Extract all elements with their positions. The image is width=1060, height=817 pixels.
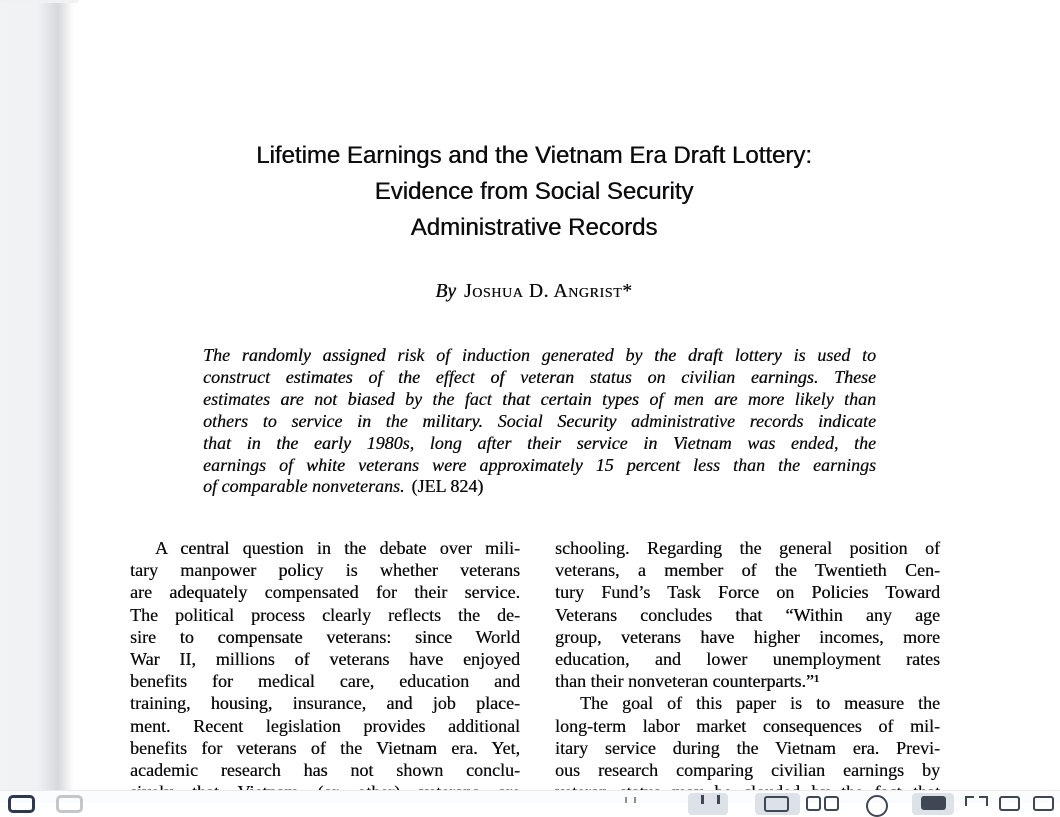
left-column bbox=[130, 537, 520, 803]
fullscreen-icon[interactable] bbox=[979, 796, 988, 806]
share-icon[interactable] bbox=[1033, 796, 1054, 811]
jel-code: (JEL 824) bbox=[411, 476, 484, 497]
text-line: are adequately compensated for their service. bbox=[130, 582, 520, 603]
text-line: The randomly assigned risk of induction generated by the draft lottery is used to bbox=[203, 345, 876, 365]
text-line: itary service during the Vietnam era. Previ- bbox=[555, 737, 940, 758]
two-page-icon[interactable] bbox=[806, 796, 821, 811]
abstract-last-line bbox=[203, 476, 876, 498]
bottom-toolbar bbox=[0, 790, 1060, 803]
text-line: A central question in the debate over mili- bbox=[155, 538, 520, 558]
title-line-2: Evidence from Social Security bbox=[374, 178, 694, 205]
text-line: Veterans concludes that “Within any age bbox=[555, 604, 940, 625]
sidebar-toggle-icon[interactable] bbox=[8, 795, 35, 813]
text-line: education, and lower unemployment rates bbox=[555, 649, 940, 670]
text-line: The goal of this paper is to measure the bbox=[580, 693, 940, 714]
text-line: group, veterans have higher incomes, more bbox=[555, 626, 940, 647]
fullscreen-icon[interactable] bbox=[965, 796, 974, 806]
author-byline bbox=[128, 280, 940, 304]
text-line: schooling. Regarding the general position of bbox=[555, 538, 940, 558]
text-line: benefits for medical care, education and bbox=[130, 671, 520, 692]
text-line: long-term labor market consequences of mil- bbox=[555, 715, 940, 736]
fit-width-button[interactable] bbox=[688, 793, 728, 815]
right-column bbox=[555, 537, 940, 803]
paper-page bbox=[78, 0, 1060, 790]
text-line: construct estimates of the effect of veteran status on civilian earnings. These bbox=[203, 366, 876, 387]
text-line: The political process clearly reflects the de- bbox=[130, 604, 520, 625]
abstract bbox=[203, 345, 876, 498]
text-line: benefits for veterans of the Vietnam era. Yet, bbox=[130, 737, 520, 758]
zoom-out-icon[interactable] bbox=[625, 797, 627, 803]
text-line: ment. Recent legislation provides additional bbox=[130, 715, 520, 736]
fit-width-icon bbox=[701, 795, 704, 804]
title-line-3: Administrative Records bbox=[410, 214, 658, 241]
abstract-last-text: of comparable nonveterans. bbox=[203, 476, 405, 497]
text-line: tury Fund’s Task Force on Policies Toward bbox=[555, 582, 940, 603]
fit-width-icon bbox=[717, 795, 720, 804]
text-line: veterans, a member of the Twentieth Cen- bbox=[555, 560, 940, 581]
text-line: tary manpower policy is whether veterans bbox=[130, 560, 520, 581]
byline-prefix: By bbox=[435, 281, 456, 302]
text-line: ous research comparing civilian earnings by bbox=[555, 760, 940, 781]
author-name: Joshua D. Angrist* bbox=[463, 281, 633, 302]
text-line: others to service in the military. Social Security administrative records indicate bbox=[203, 410, 876, 431]
document-icon[interactable] bbox=[999, 796, 1020, 811]
panel-toggle-icon[interactable] bbox=[56, 795, 83, 813]
sidebar-gutter-shadow bbox=[0, 0, 78, 803]
text-line: War II, millions of veterans have enjoyed bbox=[130, 649, 520, 670]
title-line-1: Lifetime Earnings and the Vietnam Era Draft Lottery: bbox=[256, 142, 812, 169]
search-icon[interactable] bbox=[866, 795, 888, 817]
paper-title bbox=[128, 138, 940, 246]
text-line: earnings of white veterans were approximately 15 percent less than the earnings bbox=[203, 454, 876, 475]
abstract-lines bbox=[203, 345, 876, 476]
zoom-in-icon[interactable] bbox=[634, 797, 636, 803]
text-line: that in the early 1980s, long after their service in Vietnam was ended, the bbox=[203, 432, 876, 453]
text-line: academic research has not shown conclu- bbox=[130, 760, 520, 781]
single-page-icon bbox=[764, 796, 789, 812]
reading-mode-icon bbox=[921, 796, 946, 810]
text-line: training, housing, insurance, and job place- bbox=[130, 693, 520, 714]
text-line: estimates are not biased by the fact that certain types of men are more likely than bbox=[203, 388, 876, 409]
text-line: than their nonveteran counterparts.”¹ bbox=[555, 671, 820, 692]
two-page-icon[interactable] bbox=[824, 796, 839, 811]
text-line: sire to compensate veterans: since World bbox=[130, 626, 520, 647]
